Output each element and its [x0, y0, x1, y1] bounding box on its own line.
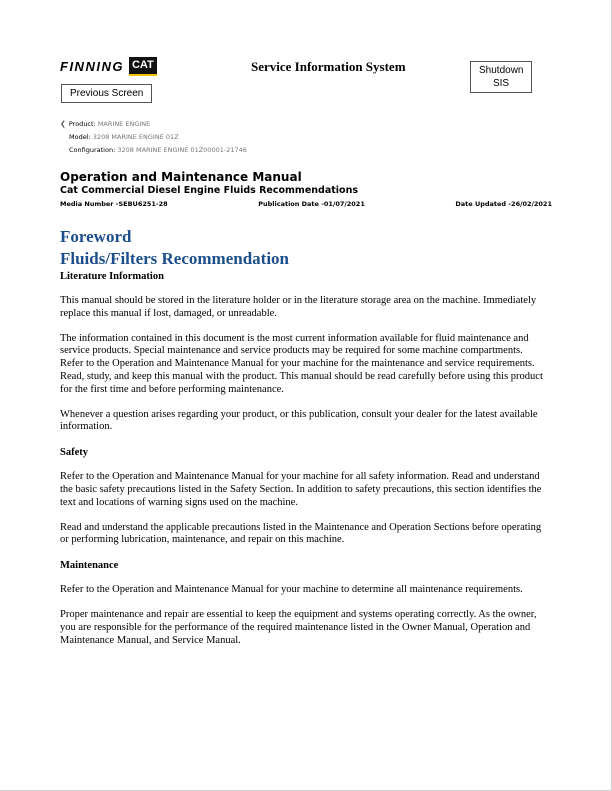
model-value: 3208 MARINE ENGINE 01Z [92, 133, 179, 141]
chevron-left-icon[interactable]: ❮ [60, 120, 66, 128]
shutdown-sis-button[interactable]: Shutdown SIS [470, 61, 532, 93]
previous-screen-button[interactable]: Previous Screen [61, 84, 152, 103]
configuration-label: Configuration: [69, 146, 116, 154]
configuration-row [60, 144, 247, 157]
publication-date: Publication Date -01/07/2021 [258, 200, 365, 208]
safety-paragraph-2: Read and understand the applicable precautions listed in the Maintenance and Operation Sections before operating or performing lubrication, maintenance, and repair on this machine. [60, 521, 542, 546]
configuration-value: 3208 MARINE ENGINE 01Z00001-21746 [117, 146, 247, 154]
literature-paragraph-3: Whenever a question arises regarding your product, or this publication, consult your dealer for the latest available information. [60, 408, 538, 433]
model-row [60, 131, 247, 144]
fluids-heading: Fluids/Filters Recommendation [60, 249, 290, 268]
manual-header [60, 170, 552, 208]
manual-subtitle: Cat Commercial Diesel Engine Fluids Recommendations [60, 185, 358, 196]
maintenance-paragraph-1: Refer to the Operation and Maintenance Manual for your machine to determine all maintenance requirements. [60, 584, 523, 596]
literature-paragraph-2: The information contained in this document is the most current information available for fluid maintenance and service products. Special maintenance and service products may be required for some machine compartments. Refer to the Operation and Maintenance Manual for your machine for the maintenance and service requirements. Read, study, and keep this manual with the product. This manual should be read carefully before using this product for the first time and before performing maintenance. [60, 332, 543, 395]
model-label: Model: [69, 133, 91, 141]
product-meta [60, 118, 247, 157]
foreword-heading: Foreword [60, 227, 132, 246]
literature-paragraph-1: This manual should be stored in the literature holder or in the literature storage area on the machine. Immediately replace this manual if lost, damaged, or unreadable. [60, 295, 537, 319]
date-updated: Date Updated -26/02/2021 [455, 200, 552, 208]
literature-heading: Literature Information [60, 271, 164, 282]
system-title: Service Information System [251, 59, 406, 74]
product-label: Product: [68, 120, 96, 128]
product-value: MARINE ENGINE [97, 120, 151, 128]
maintenance-heading: Maintenance [60, 560, 119, 572]
finning-wordmark: FINNING [60, 59, 124, 74]
cat-logo: CAT [129, 57, 157, 76]
maintenance-paragraph-2: Proper maintenance and repair are essential to keep the equipment and systems operating correctly. As the owner, you are responsible for the performance of the required maintenance listed in the Owner Manual, Operation and Maintenance Manual, and Service Manual. [60, 608, 537, 646]
safety-paragraph-1: Refer to the Operation and Maintenance Manual for your machine for all safety information. Read and understand the basic safety precautions listed in the Safety Section. In addition to safety precautions, this section identifies the text and locations of warning signs used on the machine. [60, 471, 542, 508]
manual-info-row [60, 200, 552, 208]
product-row [60, 118, 247, 131]
safety-heading: Safety [60, 447, 88, 459]
brand-logo [60, 57, 157, 76]
document-body [60, 226, 546, 659]
media-number: Media Number -SEBU6251-28 [60, 200, 168, 208]
manual-title: Operation and Maintenance Manual [60, 170, 302, 184]
